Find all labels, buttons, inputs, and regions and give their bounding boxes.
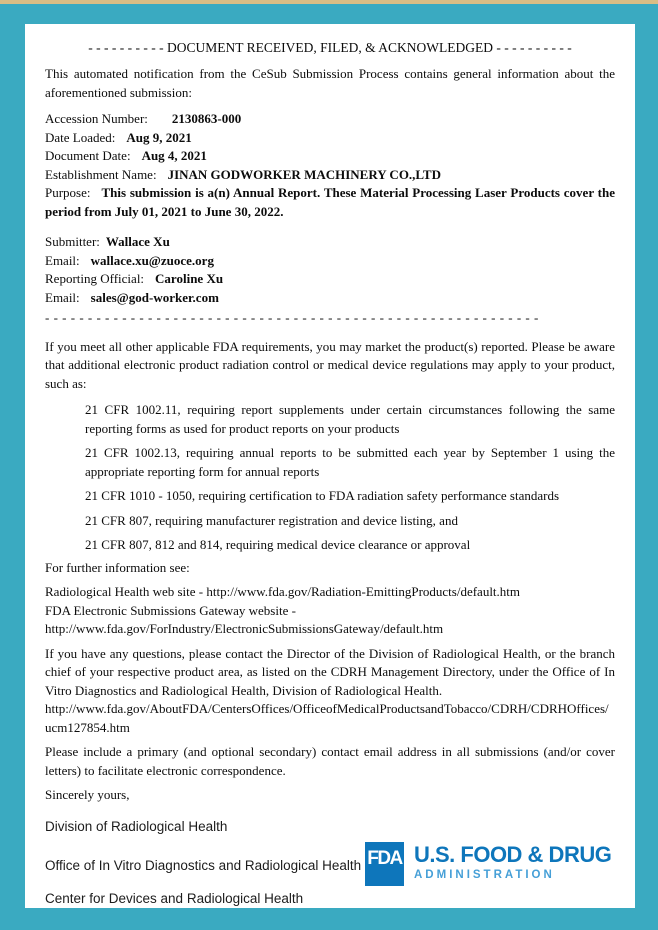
- field-label: Purpose:: [45, 185, 91, 200]
- field-purpose: [45, 184, 615, 221]
- field-value: Caroline Xu: [155, 271, 224, 286]
- field-submitter-email: [45, 252, 615, 271]
- fda-logo: [365, 842, 611, 886]
- field-label: Accession Number:: [45, 111, 148, 126]
- dashed-separator: - - - - - - - - - - - - - - - - - - - - - - - - - - - - - - - - - - - - - - - - - - - - - - - - - - - - - - - - - -: [45, 310, 539, 325]
- contact-fields: [45, 233, 615, 307]
- field-value: Wallace Xu: [105, 234, 170, 249]
- regulation-list: [85, 401, 615, 555]
- questions-paragraph: If you have any questions, please contact the Director of the Division of Radiological Health, or the branch chief of your respective product area, as listed on the CDRH Management Directory, under the Office of In Vitro Diagnostics and Radiological Health, Division of Radiological Health.: [45, 645, 615, 698]
- top-tan-strip: [0, 0, 658, 4]
- field-label: Email:: [45, 289, 80, 305]
- esg-website-label: FDA Electronic Submissions Gateway website -: [45, 602, 296, 618]
- field-label: Email:: [45, 252, 80, 268]
- intro-paragraph: This automated notification from the CeSub Submission Process contains general information about the aforementioned submission:: [45, 66, 615, 100]
- signature-center: Center for Devices and Radiological Health: [45, 890, 304, 906]
- regulation-item: 21 CFR 807, requiring manufacturer registration and device listing, and: [85, 512, 458, 528]
- closing-line: Sincerely yours,: [45, 787, 130, 802]
- regulation-item: 21 CFR 807, 812 and 814, requiring medical device clearance or approval: [85, 537, 471, 552]
- field-value: Aug 4, 2021: [141, 148, 207, 163]
- field-establishment-name: [45, 166, 615, 185]
- signature-office: Office of In Vitro Diagnostics and Radiological Health: [45, 857, 362, 873]
- field-document-date: [45, 147, 615, 166]
- field-value: 2130863-000: [171, 111, 242, 126]
- field-label: Date Loaded:: [45, 129, 116, 145]
- questions-block: [45, 645, 615, 738]
- signature-division: Division of Radiological Health: [45, 818, 228, 834]
- fda-logo-line1: U.S. FOOD & DRUG: [414, 842, 612, 867]
- field-value: This submission is a(n) Annual Report. These Material Processing Laser Products cover the period from July 01, 2021 to June 30, 2022.: [45, 185, 615, 219]
- field-accession-number: [45, 110, 615, 129]
- fda-logo-line2: ADMINISTRATION: [414, 869, 555, 881]
- links-block: [45, 583, 615, 639]
- include-paragraph: Please include a primary (and optional secondary) contact email address in all submissions (and/or cover letters) to facilitate electronic correspondence.: [45, 744, 615, 778]
- field-value: sales@god-worker.com: [90, 289, 219, 305]
- field-label: Submitter:: [45, 234, 100, 249]
- field-submitter: [45, 233, 615, 252]
- radiological-health-url: Radiological Health web site - http://www.fda.gov/Radiation-EmittingProducts/default.htm: [45, 584, 521, 599]
- document-page: [25, 24, 635, 908]
- field-official-email: [45, 289, 615, 308]
- field-value: wallace.xu@zuoce.org: [90, 252, 214, 268]
- fda-logo-icon: FDA: [365, 842, 404, 886]
- regulation-item: 21 CFR 1010 - 1050, requiring certification to FDA radiation safety performance standards: [85, 488, 560, 503]
- field-value: Aug 9, 2021: [126, 129, 192, 145]
- market-paragraph: If you meet all other applicable FDA requirements, you may market the product(s) reported. Please be aware that additional electronic product radiation control or medical device regulations may apply to your product, such as:: [45, 338, 615, 391]
- regulation-item: 21 CFR 1002.11, requiring report supplements under certain circumstances following the same reporting forms as used for product reports on your products: [85, 402, 615, 436]
- cdrh-offices-url: http://www.fda.gov/AboutFDA/CentersOffices/OfficeofMedicalProductsandTobacco/CDRH/CDRHOffices/ucm127854.htm: [45, 701, 609, 735]
- fda-logo-text: [414, 842, 611, 882]
- regulation-item: 21 CFR 1002.13, requiring annual reports to be submitted each year by September 1 using the appropriate reporting form for annual reports: [85, 445, 615, 479]
- field-label: Establishment Name:: [45, 166, 157, 182]
- further-info-heading: For further information see:: [45, 559, 190, 575]
- field-label: Document Date:: [45, 148, 131, 163]
- esg-website-url: http://www.fda.gov/ForIndustry/ElectronicSubmissionsGateway/default.htm: [45, 621, 444, 636]
- submission-fields: [45, 110, 615, 221]
- field-label: Reporting Official:: [45, 271, 145, 286]
- field-value: JINAN GODWORKER MACHINERY CO.,LTD: [167, 166, 441, 182]
- field-reporting-official: [45, 270, 615, 289]
- field-date-loaded: [45, 129, 615, 148]
- document-title: - - - - - - - - - - DOCUMENT RECEIVED, FILED, & ACKNOWLEDGED - - - - - - - - - -: [88, 40, 572, 55]
